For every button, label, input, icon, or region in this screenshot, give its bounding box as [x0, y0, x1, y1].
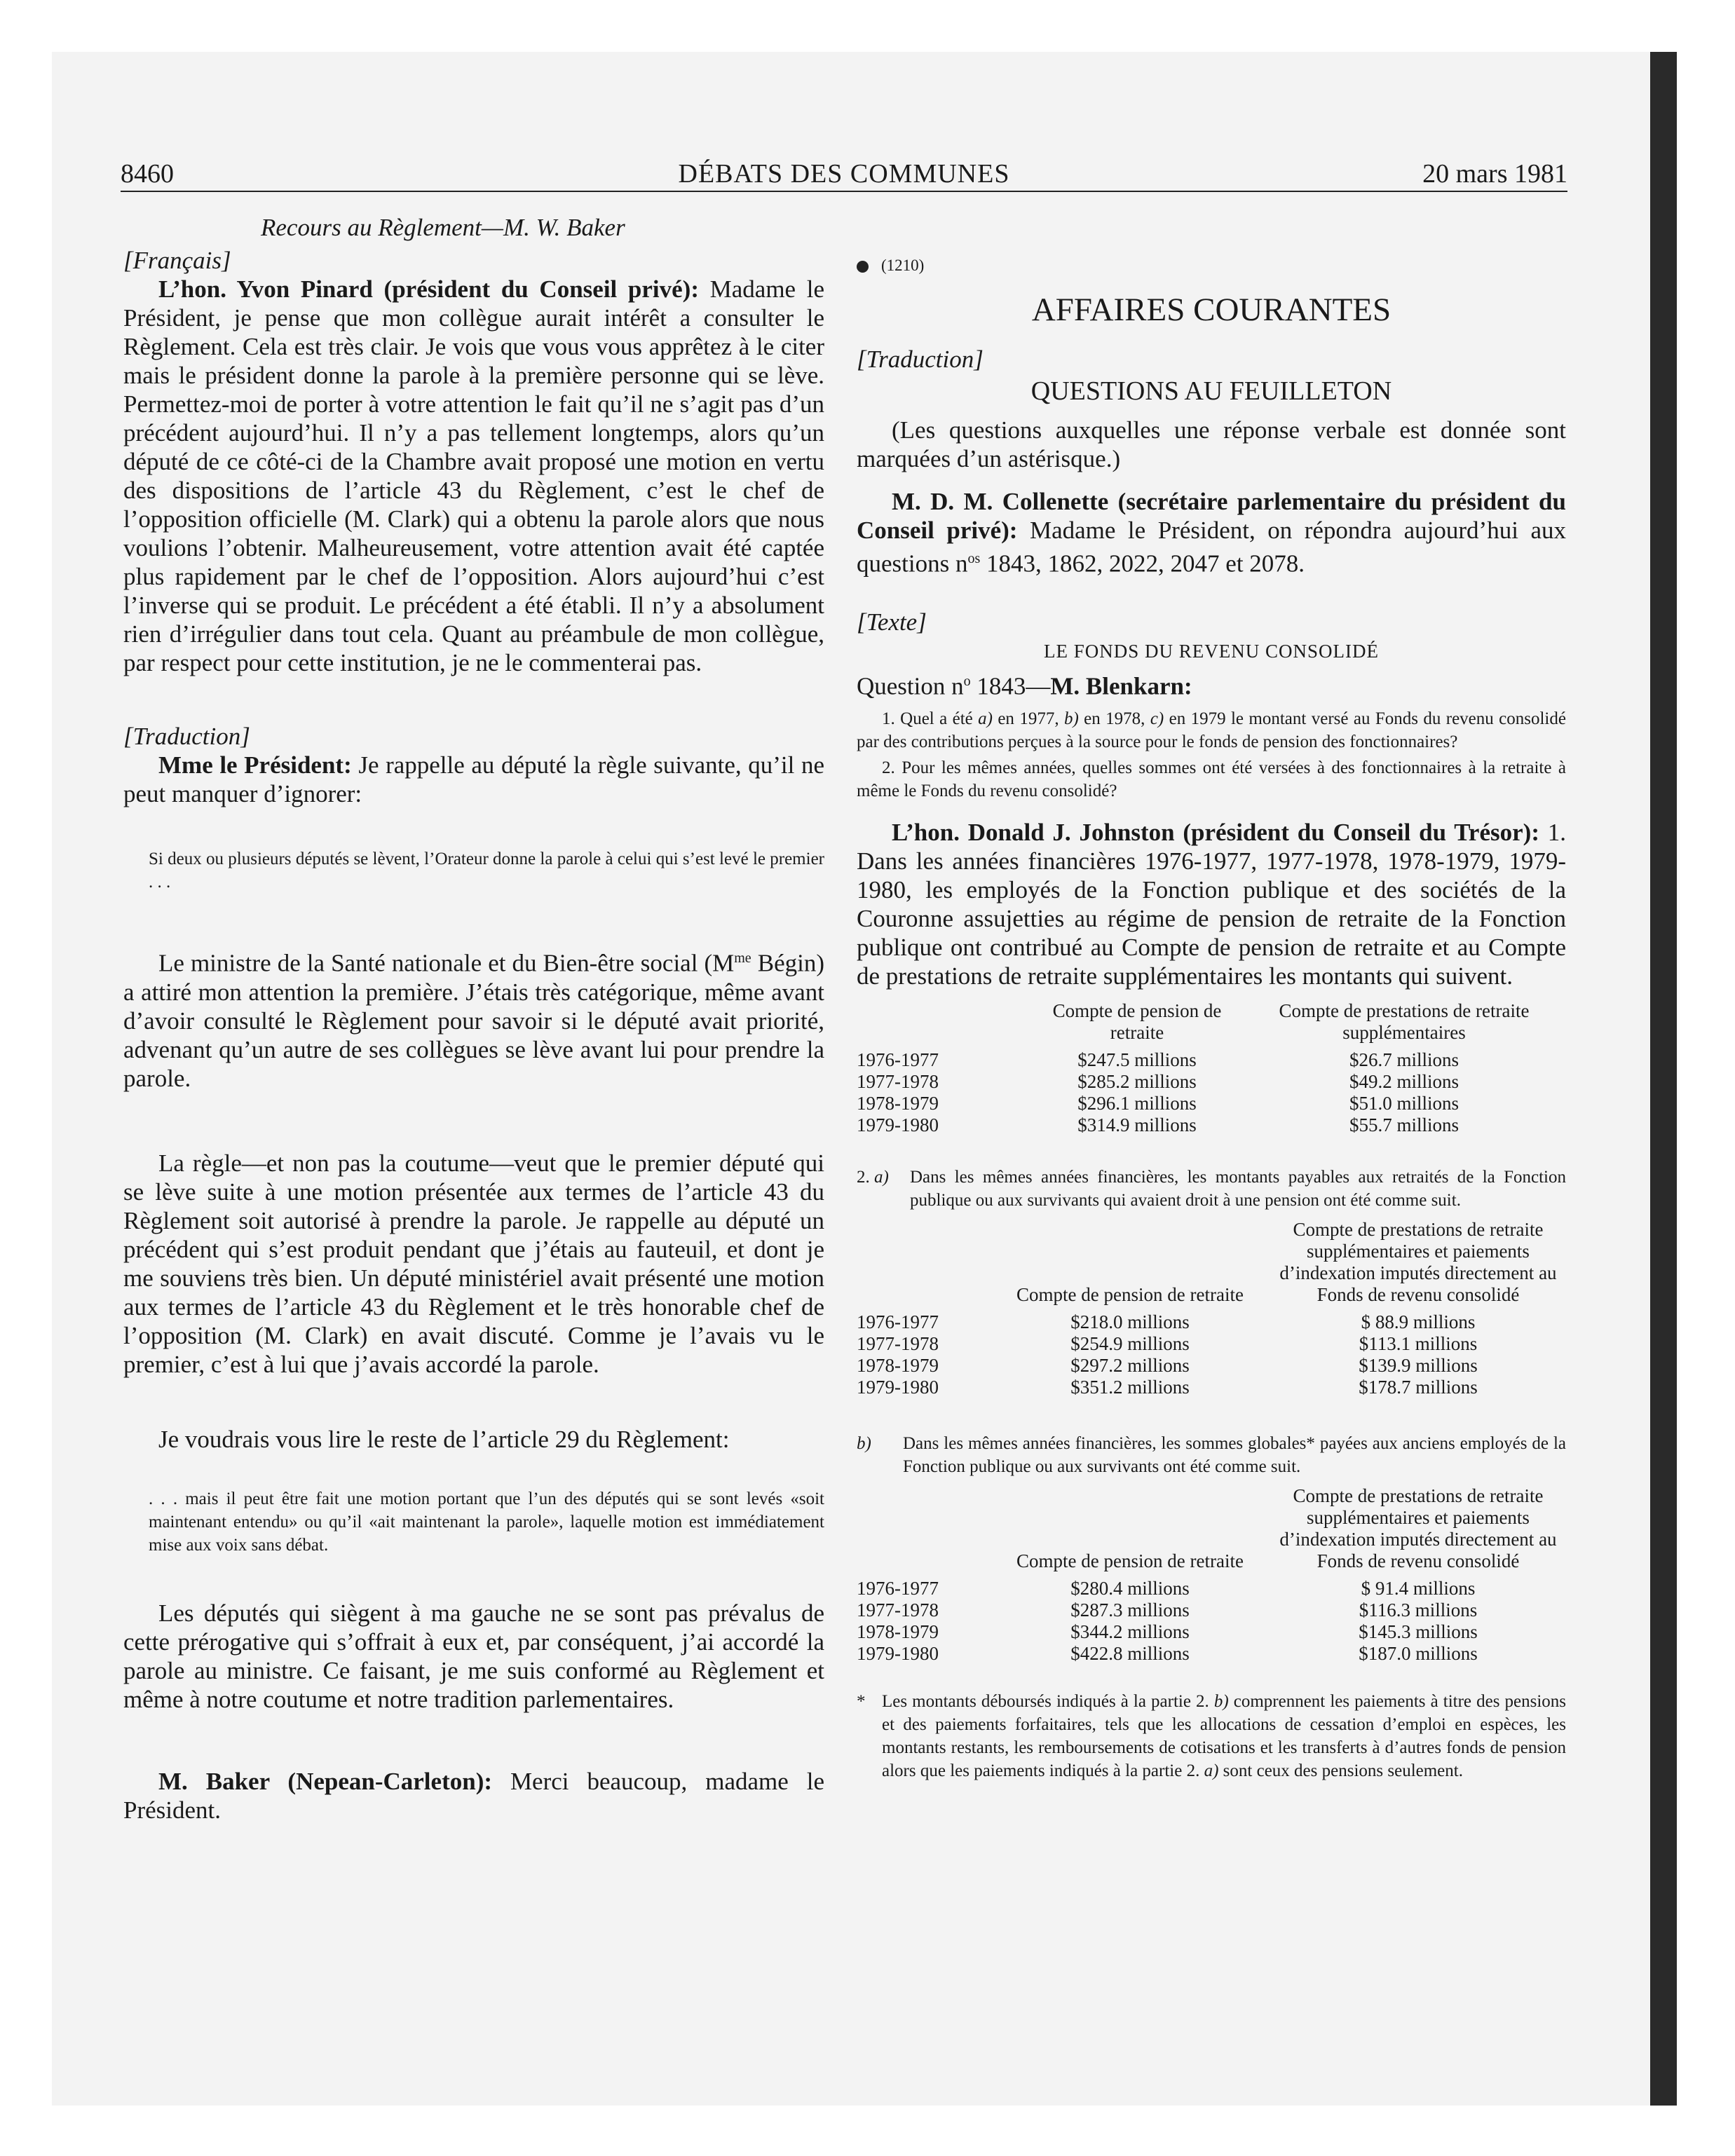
speaker-president-speech: [123, 751, 824, 808]
table-cell-pension: $254.9 millions: [1070, 1333, 1190, 1355]
president-paragraph-begin: [123, 944, 824, 1093]
johnston-answer: [857, 818, 1566, 990]
table-cell-supplementary: $55.7 millions: [1349, 1114, 1459, 1136]
table-header-supplementary: Compte de prestations de retraite supplémentaires et paiements d’indexation imputés directement au Fonds de revenu consolidé: [1279, 1219, 1557, 1306]
table-cell-pension: $344.2 millions: [1070, 1621, 1190, 1643]
table-row: [857, 1578, 1566, 1599]
table-cell-supplementary: $113.1 millions: [1359, 1333, 1478, 1355]
subsection-heading: QUESTIONS AU FEUILLETON: [1030, 376, 1392, 406]
q1-text-a: 1. Quel a été: [882, 709, 979, 729]
table-cell-supplementary: $ 91.4 millions: [1361, 1578, 1476, 1599]
table-cell-supplementary: $116.3 millions: [1359, 1599, 1478, 1621]
table-cell-pension: $280.4 millions: [1070, 1578, 1190, 1599]
table-cell-year: 1976-1977: [857, 1578, 939, 1599]
table-header-row: [857, 1219, 1566, 1311]
question-label: [857, 667, 1566, 701]
collenette-speech: [857, 487, 1566, 578]
article-29-quote: . . . mais il peut être fait une motion portant que l’un des députés qui se sont levés «soit maintenant entendu» ou qu’il «ait maintenant la parole», laquelle motion est immédiatement mise aux voix sans débat.: [149, 1489, 824, 1555]
baker-speech: [123, 1767, 824, 1824]
table-cell-pension: $285.2 millions: [1077, 1071, 1197, 1093]
right-column: [857, 213, 1566, 1782]
table-header-year: [857, 1485, 990, 1578]
p3-text-b: Bégin) a attiré mon attention la première. J’étais très catégorique, même avant d’avoir consulté le Règlement pour savoir si le député avait priorité, advenant qu’un autre de ses collègues se lève avant lui pour prendre la parole.: [123, 949, 824, 1092]
table-cell-pension: $296.1 millions: [1077, 1093, 1197, 1114]
footnote-asterisk: *: [857, 1692, 866, 1712]
running-head: Recours au Règlement—M. W. Baker: [261, 214, 625, 241]
table-header-pension: Compte de pension de retraite: [1052, 1000, 1222, 1044]
publication-title: DÉBATS DES COMMUNES: [678, 159, 1010, 189]
question-superscript: o: [963, 673, 971, 689]
johnston-answer-text: 1. Dans les années financières 1976-1977, 1977-1978, 1978-1979, 1979-1980, les employés de la Fonction publique et des sociétés de la Couronne assujetties au régime de pension de retraite de la Fonction publique ont contribué au Compte de pension de retraite et au Compte de prestations de retraite supplémentaires les montants qui suivent.: [857, 819, 1567, 990]
answer-part-2a: [857, 1166, 1566, 1212]
question-number: 1843—: [970, 672, 1051, 700]
item-label: b): [857, 1434, 871, 1454]
q1-label-c: c): [1150, 709, 1164, 729]
table-cell-supplementary: $51.0 millions: [1349, 1093, 1459, 1114]
question-part-1: [857, 707, 1566, 753]
speaker-president: Mme le Président:: [158, 751, 352, 779]
collenette-text-a: Madame le Président, on répondra aujourd’hui aux questions n: [857, 517, 1566, 578]
table-header-row: [857, 1000, 1566, 1049]
footnote-text-a: Les montants déboursés indiqués à la partie 2.: [882, 1692, 1214, 1712]
speaker-collenette: M. D. M. Collenette (secrétaire parlementaire du président du Conseil privé):: [857, 488, 1566, 544]
speaker-johnston: L’hon. Donald J. Johnston (président du Conseil du Trésor):: [892, 819, 1539, 847]
table-row: [857, 1599, 1566, 1621]
president-paragraph-conclusion: Les députés qui siègent à ma gauche ne se sont pas prévalus de cette prérogative qui s’offrait à eux et, par conséquent, j’ai accordé la parole au ministre. Ce faisant, je me suis conformé au Règlement et même à notre coutume et notre tradition parlementaires.: [123, 1599, 824, 1713]
section-heading: AFFAIRES COURANTES: [1031, 292, 1392, 328]
q1-label-a: a): [978, 709, 993, 729]
q1-text-b: en 1977,: [992, 709, 1064, 729]
table-cell-year: 1977-1978: [857, 1071, 939, 1093]
table-row: [857, 1114, 1566, 1136]
table-cell-year: 1979-1980: [857, 1643, 939, 1665]
president-speech-text: Je rappelle au député la règle suivante, qu’il ne peut manquer d’ignorer:: [123, 751, 824, 807]
table-header-year: [857, 1219, 990, 1311]
table-cell-year: 1979-1980: [857, 1377, 939, 1398]
table-cell-supplementary: $187.0 millions: [1359, 1643, 1478, 1665]
table-cell-year: 1978-1979: [857, 1093, 939, 1114]
question-author: M. Blenkarn:: [1050, 672, 1192, 700]
table-cell-pension: $297.2 millions: [1070, 1355, 1190, 1377]
footnote: [857, 1690, 1566, 1782]
contributions-table: [857, 1000, 1566, 1136]
table-cell-year: 1979-1980: [857, 1114, 939, 1136]
questions-note: (Les questions auxquelles une réponse verbale est donnée sont marquées d’un astérisque.): [857, 416, 1566, 472]
table-header-supplementary: Compte de prestations de retraite supplémentaires: [1279, 1000, 1530, 1044]
table-cell-supplementary: $49.2 millions: [1349, 1071, 1459, 1093]
question-text-a: Question n: [857, 672, 964, 700]
footnote-label-b: b): [1213, 1692, 1229, 1712]
table-cell-pension: $422.8 millions: [1070, 1643, 1190, 1665]
q1-label-b: b): [1063, 709, 1079, 729]
lump-sum-table: [857, 1485, 1566, 1665]
footnote-text-c: sont ceux des pensions seulement.: [1218, 1761, 1463, 1781]
table-cell-supplementary: $178.7 millions: [1359, 1377, 1478, 1398]
item-label: a): [874, 1168, 889, 1187]
table-row: [857, 1643, 1566, 1665]
speaker-baker: M. Baker (Nepean-Carleton):: [158, 1767, 492, 1795]
table-row: [857, 1071, 1566, 1093]
table-cell-supplementary: $145.3 millions: [1359, 1621, 1478, 1643]
time-marker: [857, 254, 1566, 278]
collenette-text-b: 1843, 1862, 2022, 2047 et 2078.: [980, 550, 1305, 578]
table-cell-year: 1978-1979: [857, 1621, 939, 1643]
table-cell-year: 1978-1979: [857, 1355, 939, 1377]
table-header-year: [857, 1000, 1032, 1049]
footnote-text-b: comprennent les paiements à titre des pensions et des paiements forfaitaires, tels que les allocations de cessation d’emploi en espèces, les montants restants, les remboursements de cotisations et les transferts à d’autres fonds de pension alors que les paiements indiqués à la partie 2.: [882, 1692, 1567, 1781]
speaker-pinard: L’hon. Yvon Pinard (président du Conseil privé):: [158, 275, 699, 303]
table-cell-pension: $314.9 millions: [1077, 1114, 1197, 1136]
question-part-2: 2. Pour les mêmes années, quelles sommes ont été versées à des fonctionnaires à la retraite à même le Fonds du revenu consolidé?: [857, 758, 1566, 801]
table-header-pension: Compte de pension de retraite: [1016, 1550, 1244, 1572]
language-tag-traduction: [Traduction]: [123, 723, 250, 750]
table-cell-supplementary: $26.7 millions: [1349, 1049, 1459, 1071]
answer-part-2a-text: Dans les mêmes années financières, les montants payables aux retraités de la Fonction publique ou aux survivants qui avaient droit à une pension ont été comme suit.: [910, 1168, 1566, 1210]
left-column: [123, 213, 824, 1824]
table-row: [857, 1093, 1566, 1114]
answer-part-2b-text: Dans les mêmes années financières, les sommes globales* payées aux anciens employés de la Fonction publique ou aux survivants ont été comme suit.: [903, 1434, 1566, 1477]
table-header-pension: Compte de pension de retraite: [1016, 1284, 1244, 1306]
table-row: [857, 1377, 1566, 1398]
pinard-speech: [123, 275, 824, 677]
pension-payments-table: [857, 1219, 1566, 1398]
table-cell-supplementary: $ 88.9 millions: [1361, 1311, 1476, 1333]
standing-order-quote: Si deux ou plusieurs députés se lèvent, l’Orateur donne la parole à celui qui s’est levé le premier . . .: [149, 850, 824, 892]
page-header: [121, 158, 1567, 192]
table-row: [857, 1621, 1566, 1643]
table-row: [857, 1311, 1566, 1333]
table-cell-year: 1976-1977: [857, 1311, 939, 1333]
table-cell-year: 1976-1977: [857, 1049, 939, 1071]
president-paragraph-article-29: Je voudrais vous lire le reste de l’article 29 du Règlement:: [158, 1425, 730, 1453]
president-paragraph-rule: La règle—et non pas la coutume—veut que le premier député qui se lève suite à une motion présentée aux termes de l’article 43 du Règlement soit autorisé à prendre la parole. Je rappelle au député un précédent qui s’est produit pendant que j’étais au fauteuil, et dont je me souviens très bien. Un député ministériel avait présenté une motion aux termes de l’article 43 du Règlement et le très honorable chef de l’opposition (M. Clark) en avait discuté. Comme je l’avais vu le premier, c’est à lui que j’avais accordé la parole.: [123, 1149, 824, 1378]
table-cell-year: 1977-1978: [857, 1599, 939, 1621]
question-topic-heading: LE FONDS DU REVENU CONSOLIDÉ: [1044, 640, 1379, 662]
table-cell-pension: $351.2 millions: [1070, 1377, 1190, 1398]
collenette-superscript: os: [967, 551, 981, 566]
time-stamp: (1210): [881, 257, 925, 274]
answer-part-2a-number: [857, 1166, 889, 1189]
q1-text-c: en 1978,: [1078, 709, 1150, 729]
q1-text-d: en 1979 le montant versé au Fonds du revenu consolidé par des contributions perçues à la source pour le fonds de pension des fonctionnaires?: [857, 709, 1566, 752]
table-row: [857, 1333, 1566, 1355]
table-row: [857, 1355, 1566, 1377]
p3-text-a: Le ministre de la Santé nationale et du Bien-être social (M: [158, 949, 735, 977]
language-tag-texte: [Texte]: [857, 608, 927, 636]
language-tag-francais: [Français]: [123, 247, 231, 274]
language-tag-traduction-right: [Traduction]: [857, 346, 984, 373]
answer-part-2b-number: [857, 1432, 871, 1455]
pinard-speech-text: Madame le Président, je pense que mon collègue aurait intérêt a consulter le Règlement. Cela est très clair. Je vois que vous vous apprêtez à le citer mais le président donne la parole à la première personne qui se lève. Permettez-moi de porter à votre attention le fait qu’il ne s’agit pas d’un précédent aujourd’hui. Il n’y a pas tellement longtemps, alors qu’un député de ce côté-ci de la Chambre avait proposé une motion en vertu des dispositions de l’article 43 du Règlement, c’est le chef de l’opposition officielle (M. Clark) qui a obtenu la parole alors que nous voulions l’obtenir. Malheureusement, votre attention avait été captée plus rapidement par le chef de l’opposition. Alors aujourd’hui c’est l’inverse qui se produit. Le précédent a été établi. Il n’y a absolument rien d’irrégulier dans tout cela. Quant au préambule de mon collègue, par respect pour cette institution, je ne le commenterai pas.: [123, 275, 824, 676]
table-cell-supplementary: $139.9 millions: [1359, 1355, 1478, 1377]
answer-part-2b: [857, 1432, 1566, 1478]
footnote-label-a: a): [1204, 1761, 1219, 1781]
publication-date: 20 mars 1981: [1422, 159, 1567, 189]
bullet-dot-icon: [857, 261, 869, 273]
table-cell-pension: $287.3 millions: [1070, 1599, 1190, 1621]
p3-superscript: me: [734, 950, 751, 966]
table-cell-pension: $247.5 millions: [1077, 1049, 1197, 1071]
baker-speech-text: Merci beaucoup, madame le Président.: [123, 1767, 824, 1824]
table-header-supplementary: Compte de prestations de retraite supplémentaires et paiements d’indexation imputés directement au Fonds de revenu consolidé: [1279, 1485, 1557, 1572]
table-row: [857, 1049, 1566, 1071]
page-number: 8460: [121, 159, 174, 189]
scan-edge-shadow: [1650, 52, 1677, 2106]
table-header-row: [857, 1485, 1566, 1578]
table-cell-year: 1977-1978: [857, 1333, 939, 1355]
table-cell-pension: $218.0 millions: [1070, 1311, 1190, 1333]
item-number: 2.: [857, 1168, 870, 1187]
